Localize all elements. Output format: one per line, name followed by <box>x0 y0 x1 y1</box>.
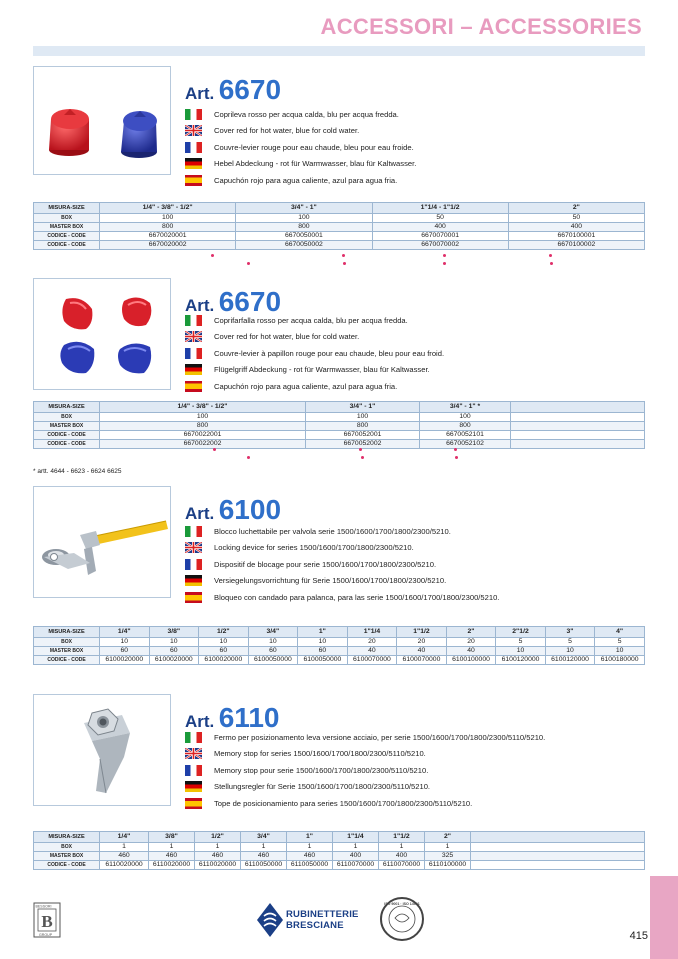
description-en: Cover red for hot water, blue for cold water. <box>185 123 645 140</box>
blue-lever-cap-shape <box>121 111 157 158</box>
header-bar <box>33 46 645 56</box>
multilingual-description <box>185 312 645 395</box>
locking-device-illustration <box>34 487 172 599</box>
italy-flag-icon <box>185 732 202 743</box>
marker-dots <box>33 450 645 456</box>
cert-seal-text: ISO 9001 · ISO 14001 <box>384 902 420 906</box>
multilingual-description <box>185 729 645 812</box>
marker-dot <box>213 448 216 451</box>
description-it: Coprifarfalla rosso per acqua calda, blu per acqua fredda. <box>185 312 645 329</box>
marker-dot <box>361 456 364 459</box>
red-lever-cap-shape <box>49 109 89 156</box>
section-6670-lever-cover <box>33 66 645 272</box>
spec-table <box>33 626 645 665</box>
marker-dot <box>455 456 458 459</box>
spain-flag-icon <box>185 381 202 392</box>
memory-stop-illustration <box>34 695 172 807</box>
marker-dot <box>247 262 250 265</box>
page-header-title: ACCESSORI – ACCESSORIES <box>320 14 642 39</box>
spec-table <box>33 401 645 449</box>
spain-flag-icon <box>185 592 202 603</box>
description-it: Fermo per posizionamento leva versione acciaio, per serie 1500/1600/1700/1800/2300/5110/5210. <box>185 729 645 746</box>
table-header-row: MISURA-SIZE 1/4" - 3/8" - 1/2" 3/4" - 1" 1"1/4 - 1"1/2 2" <box>34 203 645 214</box>
description-de: Versiegelungsvorrichtung für Serie 1500/1600/1700/1800/2300/5210. <box>185 573 645 590</box>
left-logo-letter: B <box>41 912 53 931</box>
article-prefix: Art. <box>185 296 215 315</box>
table-row: BOX 10 10 10 10 10 20 20 20 5 5 5 <box>34 638 645 647</box>
germany-flag-icon <box>185 781 202 792</box>
marker-dot <box>359 448 362 451</box>
germany-flag-icon <box>185 364 202 375</box>
germany-flag-icon <box>185 158 202 169</box>
spec-table <box>33 831 645 870</box>
section-6110-memory-stop <box>33 694 645 876</box>
page-tab <box>650 876 678 959</box>
multilingual-description <box>185 106 645 189</box>
marker-dot <box>247 456 250 459</box>
marker-dot <box>550 262 553 265</box>
yellow-lever-shape <box>90 521 168 545</box>
description-es: Tope de posicionamiento para series 1500/1600/1700/1800/2300/5110/5210. <box>185 795 645 812</box>
page-footer <box>0 876 678 959</box>
bessori-group-logo <box>33 902 61 938</box>
iso-certification-seal <box>379 896 425 942</box>
description-it: Coprileva rosso per acqua calda, blu per acqua fredda. <box>185 106 645 123</box>
red-butterfly-cap-right <box>122 297 151 326</box>
spain-flag-icon <box>185 798 202 809</box>
marker-dot <box>443 254 446 257</box>
article-number: 6110 <box>218 702 280 733</box>
uk-flag-icon <box>185 542 202 553</box>
table-row: BOX 1 1 1 1 1 1 1 1 <box>34 843 645 852</box>
italy-flag-icon <box>185 109 202 120</box>
marker-dot <box>549 254 552 257</box>
brand-emblem-icon <box>256 902 284 938</box>
table-row: BOX 100 100 50 50 <box>34 214 645 223</box>
description-de: Flügelgriff Abdeckung - rot für Warmwasser, blau für Kaltwasser. <box>185 362 645 379</box>
table-header-row: MISURA-SIZE 1/4" 3/8" 1/2" 3/4" 1" 1"1/4 1"1/2 2" 2"1/2 3" 4" <box>34 627 645 638</box>
lever-cover-illustration <box>34 67 172 176</box>
blue-butterfly-cap-right <box>118 343 151 373</box>
italy-flag-icon <box>185 315 202 326</box>
table-row: CODICE - CODE 6100020000 6100020000 6100020000 6100050000 6100050000 6100070000 6100070000 6100100000 6100120000 6100120000 6100180000 <box>34 656 645 665</box>
product-image-butterfly-covers <box>33 278 171 390</box>
description-es: Capuchón rojo para agua caliente, azul para agua fria. <box>185 172 645 189</box>
article-number: 6100 <box>218 494 282 525</box>
description-fr: Memory stop pour serie 1500/1600/1700/1800/2300/5110/5210. <box>185 762 645 779</box>
france-flag-icon <box>185 559 202 570</box>
left-logo-top-text: BESSORI <box>35 904 52 909</box>
uk-flag-icon <box>185 748 202 759</box>
germany-flag-icon <box>185 575 202 586</box>
uk-flag-icon <box>185 331 202 342</box>
article-number: 6670 <box>218 74 282 105</box>
butterfly-cover-illustration <box>34 279 172 391</box>
brand-name-line2: BRESCIANE <box>286 920 344 931</box>
article-prefix: Art. <box>185 712 215 731</box>
description-es: Bloqueo con candado para palanca, para las serie 1500/1600/1700/1800/2300/5210. <box>185 589 645 606</box>
spain-flag-icon <box>185 175 202 186</box>
marker-dot <box>211 254 214 257</box>
uk-flag-icon <box>185 125 202 136</box>
description-en: Cover red for hot water, blue for cold water. <box>185 329 645 346</box>
table-row: BOX 100 100 100 <box>34 413 645 422</box>
steel-plate-shape <box>42 531 100 575</box>
section-6100-locking-device <box>33 486 645 672</box>
section-6670-butterfly-cover <box>33 278 645 468</box>
table-row: MASTER BOX 800 800 400 400 <box>34 223 645 232</box>
table-row: MASTER BOX 460 460 460 460 460 400 400 325 <box>34 852 645 861</box>
description-fr: Couvre-levier à papillon rouge pour eau chaude, bleu pour eau froid. <box>185 345 645 362</box>
product-image-locking-device <box>33 486 171 598</box>
marker-dots <box>33 256 645 262</box>
table-row: CODICE - CODE 6670022002 6670052002 6670052102 <box>34 440 645 449</box>
table-row: MASTER BOX 60 60 60 60 60 40 40 40 10 10 10 <box>34 647 645 656</box>
table-header-row: MISURA-SIZE 1/4" 3/8" 1/2" 3/4" 1" 1"1/4 1"1/2 2" <box>34 832 645 843</box>
article-title <box>185 494 281 526</box>
red-butterfly-cap-left <box>62 298 92 329</box>
marker-dot <box>343 262 346 265</box>
france-flag-icon <box>185 348 202 359</box>
description-en: Locking device for series 1500/1600/1700/1800/2300/5210. <box>185 540 645 557</box>
france-flag-icon <box>185 142 202 153</box>
marker-dot <box>454 448 457 451</box>
description-en: Memory stop for series 1500/1600/1700/1800/2300/5110/5210. <box>185 746 645 763</box>
blue-butterfly-cap-left <box>60 342 94 373</box>
table-header-row: MISURA-SIZE 1/4" - 3/8" - 1/2" 3/4" - 1" 3/4" - 1" * <box>34 402 645 413</box>
table-row: CODICE - CODE 6670022001 6670052001 6670052101 <box>34 431 645 440</box>
marker-dot <box>443 262 446 265</box>
table-row: CODICE - CODE 6110020000 6110020000 6110020000 6110050000 6110050000 6110070000 6110070000 6110100000 <box>34 861 645 870</box>
rubinetterie-bresciane-logo <box>256 902 376 938</box>
description-fr: Couvre-levier rouge pour eau chaude, bleu pour eau froide. <box>185 139 645 156</box>
brand-name-line1: RUBINETTERIE <box>286 909 359 920</box>
multilingual-description <box>185 523 645 606</box>
description-de: Stellungsregler für Serie 1500/1600/1700/1800/2300/5110/5210. <box>185 779 645 796</box>
table-row: MASTER BOX 800 800 800 <box>34 422 645 431</box>
france-flag-icon <box>185 765 202 776</box>
description-es: Capuchón rojo para agua caliente, azul para agua fria. <box>185 378 645 395</box>
page-number: 415 <box>629 930 648 942</box>
description-it: Blocco luchettabile per valvola serie 1500/1600/1700/1800/2300/5210. <box>185 523 645 540</box>
article-number: 6670 <box>218 286 282 317</box>
article-prefix: Art. <box>185 84 215 103</box>
article-prefix: Art. <box>185 504 215 523</box>
description-fr: Dispositif de blocage pour serie 1500/1600/1700/1800/2300/5210. <box>185 556 645 573</box>
product-image-lever-covers <box>33 66 171 175</box>
spec-table <box>33 202 645 250</box>
marker-dot <box>342 254 345 257</box>
italy-flag-icon <box>185 526 202 537</box>
description-de: Hebel Abdeckung - rot für Warmwasser, blau für Kaltwasser. <box>185 156 645 173</box>
article-title <box>185 74 281 106</box>
table-row: CODICE - CODE 6670020001 6670050001 6670070001 6670100001 <box>34 232 645 241</box>
product-image-memory-stop <box>33 694 171 806</box>
table-row: CODICE - CODE 6670020002 6670050002 6670070002 6670100002 <box>34 241 645 250</box>
left-logo-bottom-text: GROUP <box>39 933 53 937</box>
footnote: * artt. 4644 - 6623 - 6624 6625 <box>33 468 122 475</box>
